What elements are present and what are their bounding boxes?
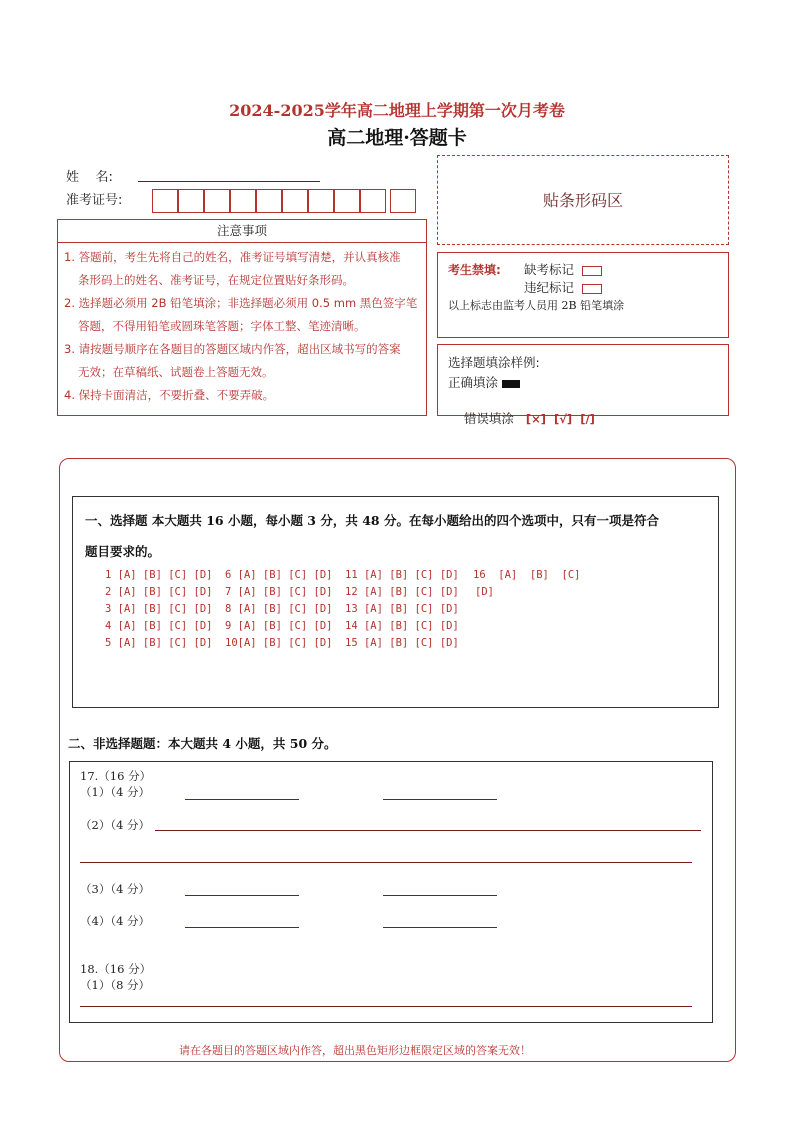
q17-4-label: （4）（4 分） (80, 914, 151, 928)
mcq-row[interactable]: 1 [A] [B] [C] [D] (105, 569, 213, 581)
note-line: 4. 保持卡面清洁，不要折叠、不要弄破。 (64, 388, 275, 402)
prohibited-note: 以上标志由监考人员用 2B 铅笔填涂 (448, 299, 625, 312)
note-line: 3. 请按题号顺序在各题目的答题区域内作答，超出区域书写的答案 (64, 342, 401, 356)
mcq-row[interactable]: 3 [A] [B] [C] [D] (105, 603, 213, 615)
q17-label: 17.（16 分） (80, 769, 152, 783)
mcq-title-line1: 一、选择题 本大题共 16 小题，每小题 3 分，共 48 分。在每小题给出的四个选项中，只有一项是符合 (85, 513, 659, 528)
q17-2-label: （2）（4 分） (80, 818, 151, 832)
prohibited-label: 考生禁填: (448, 263, 501, 277)
sample-box (437, 344, 729, 426)
mcq-row[interactable]: 7 [A] [B] [C] [D] (225, 586, 333, 598)
prohibited-box (437, 252, 729, 338)
note-line: 无效；在草稿纸、试题卷上答题无效。 (78, 365, 274, 379)
mcq-row[interactable]: 14 [A] [B] [C] [D] (345, 620, 459, 632)
q17-3-label: （3）（4 分） (80, 882, 151, 896)
q18-label: 18.（16 分） (80, 962, 152, 976)
mcq-row[interactable]: 2 [A] [B] [C] [D] (105, 586, 213, 598)
answer-line[interactable] (80, 862, 692, 863)
id-boxes[interactable] (152, 189, 416, 213)
barcode-area (437, 155, 729, 245)
notes-header (57, 219, 427, 243)
free-response-section (69, 761, 713, 1023)
section2-title: 二、非选择题题：本大题共 4 小题，共 50 分。 (68, 736, 337, 751)
note-line: 答题，不得用铅笔或圆珠笔答题；字体工整、笔迹清晰。 (78, 319, 366, 333)
barcode-label: 贴条形码区 (542, 191, 623, 210)
violation-mark[interactable] (582, 284, 602, 294)
notes-box (57, 242, 427, 416)
mcq-title-line2: 题目要求的。 (85, 544, 161, 559)
notes-title: 注意事项 (216, 223, 267, 238)
answer-line[interactable] (80, 1006, 692, 1007)
answer-line[interactable] (383, 927, 497, 928)
name-label: 姓 名: (66, 170, 113, 185)
mcq-row[interactable]: 6 [A] [B] [C] [D] (225, 569, 333, 581)
violation-label: 违纪标记 (524, 280, 575, 295)
sample-title: 选择题填涂样例: (448, 355, 540, 370)
answer-line[interactable] (185, 927, 299, 928)
name-field[interactable] (138, 181, 320, 182)
q17-1-label: （1）（4 分） (80, 785, 151, 799)
mcq-row[interactable]: 4 [A] [B] [C] [D] (105, 620, 213, 632)
mcq-row[interactable]: 8 [A] [B] [C] [D] (225, 603, 333, 615)
mcq-row[interactable]: 15 [A] [B] [C] [D] (345, 637, 459, 649)
note-line: 2. 选择题必须用 2B 铅笔填涂；非选择题必须用 0.5 mm 黑色签字笔 (64, 296, 418, 310)
wrong-marks: [×] [√] [/] (525, 412, 595, 426)
mcq-row[interactable]: 16 [A] [B] [C] (473, 569, 581, 581)
mcq-row[interactable]: 5 [A] [B] [C] [D] (105, 637, 213, 649)
mcq-row[interactable]: [D] (475, 586, 494, 598)
absent-mark[interactable] (582, 266, 602, 276)
note-line: 条形码上的姓名、准考证号，在规定位置贴好条形码。 (78, 273, 354, 287)
answer-line[interactable] (155, 830, 701, 831)
mcq-row[interactable]: 11 [A] [B] [C] [D] (345, 569, 459, 581)
answer-line[interactable] (383, 799, 497, 800)
answer-line[interactable] (185, 895, 299, 896)
id-label: 准考证号: (66, 193, 123, 208)
answer-line[interactable] (383, 895, 497, 896)
mcq-row[interactable]: 9 [A] [B] [C] [D] (225, 620, 333, 632)
exam-title: 2024-2025学年高二地理上学期第一次月考卷 (229, 101, 565, 120)
mcq-row[interactable]: 12 [A] [B] [C] [D] (345, 586, 459, 598)
footer-warning: 请在各题目的答题区域内作答，超出黑色矩形边框限定区域的答案无效！ (179, 1044, 531, 1057)
mcq-section (72, 496, 719, 708)
q18-1-label: （1）（8 分） (80, 978, 151, 992)
answer-card-title: 高二地理·答题卡 (327, 127, 467, 149)
correct-mark-icon (502, 380, 520, 388)
mcq-row[interactable]: 10[A] [B] [C] [D] (225, 637, 333, 649)
answer-line[interactable] (185, 799, 299, 800)
absent-label: 缺考标记 (524, 262, 575, 277)
note-line: 1. 答题前，考生先将自己的姓名，准考证号填写清楚，并认真核准 (64, 250, 401, 264)
mcq-row[interactable]: 13 [A] [B] [C] [D] (345, 603, 459, 615)
wrong-label: 错误填涂 (463, 411, 514, 426)
correct-label: 正确填涂 (448, 375, 499, 390)
